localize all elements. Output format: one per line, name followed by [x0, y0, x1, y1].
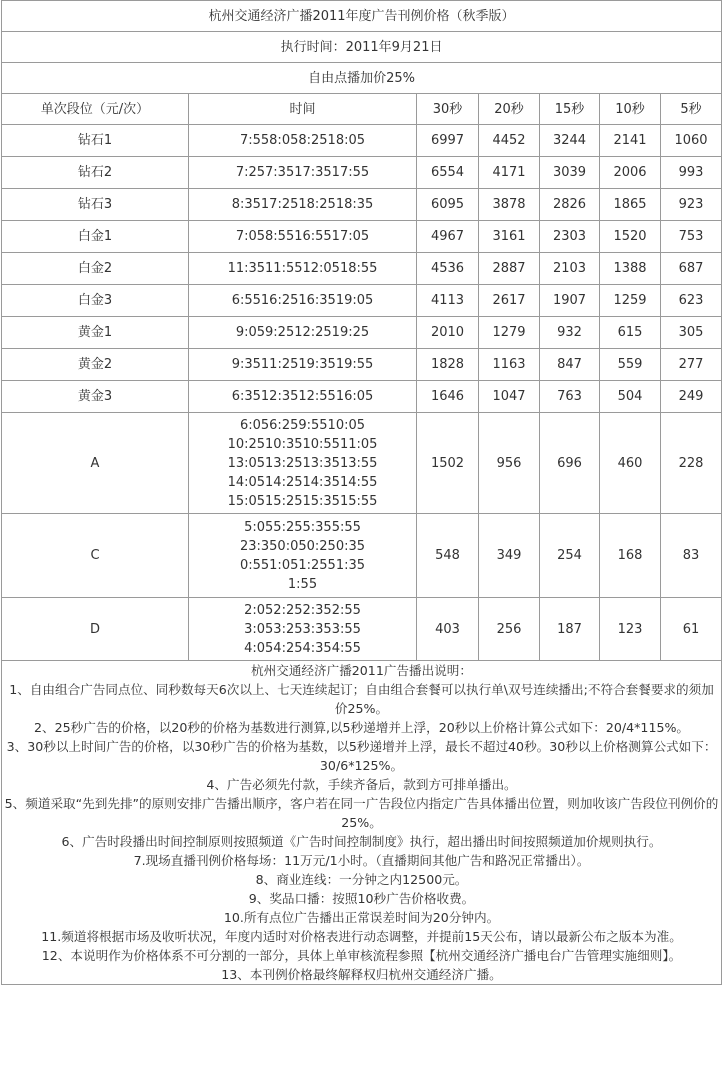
- slot-time-line: 7:058:5516:5517:05: [235, 229, 370, 244]
- slot-name: 白金2: [2, 253, 189, 285]
- slot-time-line: 23:350:050:250:35: [239, 538, 366, 554]
- note-item: 6、广告时段播出时间控制原则按照频道《广告时间控制制度》执行，超出播出时间按照频道加价规则执行。: [61, 834, 662, 849]
- price-cell: 83: [661, 514, 722, 598]
- price-cell: 168: [600, 514, 661, 598]
- price-cell: 923: [661, 189, 722, 221]
- price-cell: 2887: [479, 253, 540, 285]
- price-cell: 61: [661, 598, 722, 661]
- header-cell: 15秒: [540, 94, 600, 125]
- slot-time-line: 2:052:252:352:55: [244, 602, 361, 618]
- slot-times: [189, 413, 417, 514]
- slot-name: A: [2, 413, 189, 514]
- slot-times: [189, 189, 417, 221]
- slot-time-line: 1:55: [287, 576, 318, 592]
- effective-date: 执行时间：2011年9月21日: [2, 32, 722, 63]
- price-cell: 1047: [479, 381, 540, 413]
- table-row: [2, 285, 722, 317]
- slot-time-line: 8:3517:2518:2518:35: [231, 197, 374, 212]
- rate-card-table: [1, 0, 722, 985]
- page-title: 杭州交通经济广播2011年度广告刊例价格（秋季版）: [2, 1, 722, 32]
- slot-time-line: 13:0513:2513:3513:55: [227, 455, 378, 471]
- note-item: 9、奖品口播：按照10秒广告价格收费。: [248, 891, 475, 906]
- slot-time-line: 11:3511:5512:0518:55: [227, 261, 378, 276]
- slot-time-line: 6:3512:3512:5516:05: [231, 389, 374, 404]
- price-cell: 1060: [661, 125, 722, 157]
- price-cell: 2010: [417, 317, 479, 349]
- price-cell: 123: [600, 598, 661, 661]
- price-cell: 1828: [417, 349, 479, 381]
- slot-name: C: [2, 514, 189, 598]
- slot-time-line: 0:551:051:2551:35: [239, 557, 366, 573]
- note-item: 7.现场直播刊例价格每场：11万元/1小时。（直播期间其他广告和路况正常播出）。: [133, 853, 590, 868]
- price-cell: 4536: [417, 253, 479, 285]
- slot-name: D: [2, 598, 189, 661]
- slot-name: 黄金1: [2, 317, 189, 349]
- slot-name: 黄金2: [2, 349, 189, 381]
- price-cell: 2826: [540, 189, 600, 221]
- price-cell: 6997: [417, 125, 479, 157]
- slot-time-line: 7:257:3517:3517:55: [235, 165, 370, 180]
- slot-times: [189, 381, 417, 413]
- surcharge-note: 自由点播加价25%: [2, 63, 722, 94]
- price-cell: 1907: [540, 285, 600, 317]
- price-cell: 6554: [417, 157, 479, 189]
- slot-time-line: 5:055:255:355:55: [244, 519, 361, 535]
- price-cell: 1865: [600, 189, 661, 221]
- header-cell: 20秒: [479, 94, 540, 125]
- slot-time-line: 4:054:254:354:55: [244, 640, 361, 656]
- price-cell: 932: [540, 317, 600, 349]
- price-cell: 1259: [600, 285, 661, 317]
- slot-name: 黄金3: [2, 381, 189, 413]
- slot-name: 白金1: [2, 221, 189, 253]
- table-row: [2, 598, 722, 661]
- price-cell: 2303: [540, 221, 600, 253]
- note-item: 13、本刊例价格最终解释权归杭州交通经济广播。: [221, 967, 502, 982]
- table-row: [2, 413, 722, 514]
- slot-name: 钻石3: [2, 189, 189, 221]
- slot-name: 钻石1: [2, 125, 189, 157]
- slot-times: [189, 317, 417, 349]
- note-item: 2、25秒广告的价格，以20秒的价格为基数进行测算,以5秒递增并上浮，20秒以上价格计算公式如下：20/4*115%。: [34, 720, 690, 735]
- price-cell: 993: [661, 157, 722, 189]
- price-cell: 277: [661, 349, 722, 381]
- price-cell: 615: [600, 317, 661, 349]
- header-cell: 30秒: [417, 94, 479, 125]
- slot-time-line: 15:0515:2515:3515:55: [227, 493, 378, 509]
- price-cell: 1163: [479, 349, 540, 381]
- header-cell: 10秒: [600, 94, 661, 125]
- price-cell: 460: [600, 413, 661, 514]
- header-cell: 单次段位（元/次）: [2, 94, 189, 125]
- table-row: [2, 125, 722, 157]
- price-cell: 504: [600, 381, 661, 413]
- slot-name: 钻石2: [2, 157, 189, 189]
- slot-times: [189, 221, 417, 253]
- slot-time-line: 10:2510:3510:5511:05: [227, 436, 378, 452]
- slot-time-line: 3:053:253:353:55: [244, 621, 361, 637]
- price-cell: 349: [479, 514, 540, 598]
- price-cell: 956: [479, 413, 540, 514]
- price-cell: 3039: [540, 157, 600, 189]
- price-cell: 687: [661, 253, 722, 285]
- slot-times: [189, 157, 417, 189]
- price-cell: 3161: [479, 221, 540, 253]
- broadcast-notes: [2, 661, 722, 985]
- price-cell: 4113: [417, 285, 479, 317]
- table-row: [2, 317, 722, 349]
- note-item: 8、商业连线：一分钟之内12500元。: [255, 872, 468, 887]
- price-cell: 548: [417, 514, 479, 598]
- slot-times: [189, 125, 417, 157]
- price-cell: 1520: [600, 221, 661, 253]
- price-cell: 1388: [600, 253, 661, 285]
- slot-time-line: 9:059:2512:2519:25: [235, 325, 370, 340]
- price-cell: 305: [661, 317, 722, 349]
- price-cell: 228: [661, 413, 722, 514]
- slot-name: 白金3: [2, 285, 189, 317]
- table-row: [2, 514, 722, 598]
- price-cell: 3878: [479, 189, 540, 221]
- price-cell: 256: [479, 598, 540, 661]
- price-cell: 6095: [417, 189, 479, 221]
- price-cell: 753: [661, 221, 722, 253]
- price-cell: 2103: [540, 253, 600, 285]
- note-item: 1、自由组合广告同点位、同秒数每天6次以上、七天连续起订；自由组合套餐可以执行单\双号连续播出;不符合套餐要求的须加价25%。: [9, 682, 714, 716]
- price-cell: 1279: [479, 317, 540, 349]
- price-cell: 1646: [417, 381, 479, 413]
- price-cell: 403: [417, 598, 479, 661]
- note-item: 4、广告必须先付款，手续齐备后，款到方可排单播出。: [206, 777, 517, 792]
- price-cell: 559: [600, 349, 661, 381]
- header-row: [2, 94, 722, 125]
- note-item: 11.频道将根据市场及收听状况，年度内适时对价格表进行动态调整，并提前15天公布，请以最新公布之版本为准。: [41, 929, 682, 944]
- header-cell: 5秒: [661, 94, 722, 125]
- price-cell: 623: [661, 285, 722, 317]
- price-cell: 249: [661, 381, 722, 413]
- note-item: 10.所有点位广告播出正常误差时间为20分钟内。: [223, 910, 500, 925]
- price-cell: 3244: [540, 125, 600, 157]
- table-row: [2, 349, 722, 381]
- slot-times: [189, 514, 417, 598]
- table-row: [2, 189, 722, 221]
- slot-times: [189, 598, 417, 661]
- table-row: [2, 253, 722, 285]
- table-row: [2, 221, 722, 253]
- price-cell: 2006: [600, 157, 661, 189]
- price-cell: 763: [540, 381, 600, 413]
- price-cell: 254: [540, 514, 600, 598]
- note-item: 12、本说明作为价格体系不可分割的一部分，具体上单审核流程参照【杭州交通经济广播电台广告管理实施细则】。: [41, 948, 682, 963]
- slot-times: [189, 253, 417, 285]
- slot-time-line: 7:558:058:2518:05: [239, 133, 366, 148]
- header-cell: 时间: [189, 94, 417, 125]
- slot-time-line: 6:056:259:5510:05: [239, 417, 366, 433]
- price-cell: 696: [540, 413, 600, 514]
- table-row: [2, 157, 722, 189]
- slot-time-line: 6:5516:2516:3519:05: [231, 293, 374, 308]
- note-item: 3、30秒以上时间广告的价格，以30秒广告的价格为基数，以5秒递增并上浮，最长不超过40秒。30秒以上价格测算公式如下： 30/6*125%。: [6, 739, 717, 773]
- note-item: 5、频道采取“先到先排”的原则安排广告播出顺序，客户若在同一广告段位内指定广告具体播出位置，则加收该广告段位刊例价的25%。: [4, 796, 719, 830]
- table-row: [2, 381, 722, 413]
- price-cell: 1502: [417, 413, 479, 514]
- price-cell: 2141: [600, 125, 661, 157]
- price-cell: 4452: [479, 125, 540, 157]
- slot-time-line: 14:0514:2514:3514:55: [227, 474, 378, 490]
- notes-title: 杭州交通经济广播2011广告播出说明：: [251, 663, 472, 678]
- price-cell: 4967: [417, 221, 479, 253]
- price-cell: 187: [540, 598, 600, 661]
- slot-times: [189, 349, 417, 381]
- slot-time-line: 9:3511:2519:3519:55: [231, 357, 374, 372]
- price-cell: 4171: [479, 157, 540, 189]
- price-cell: 2617: [479, 285, 540, 317]
- price-cell: 847: [540, 349, 600, 381]
- slot-times: [189, 285, 417, 317]
- notes-list: [4, 680, 719, 984]
